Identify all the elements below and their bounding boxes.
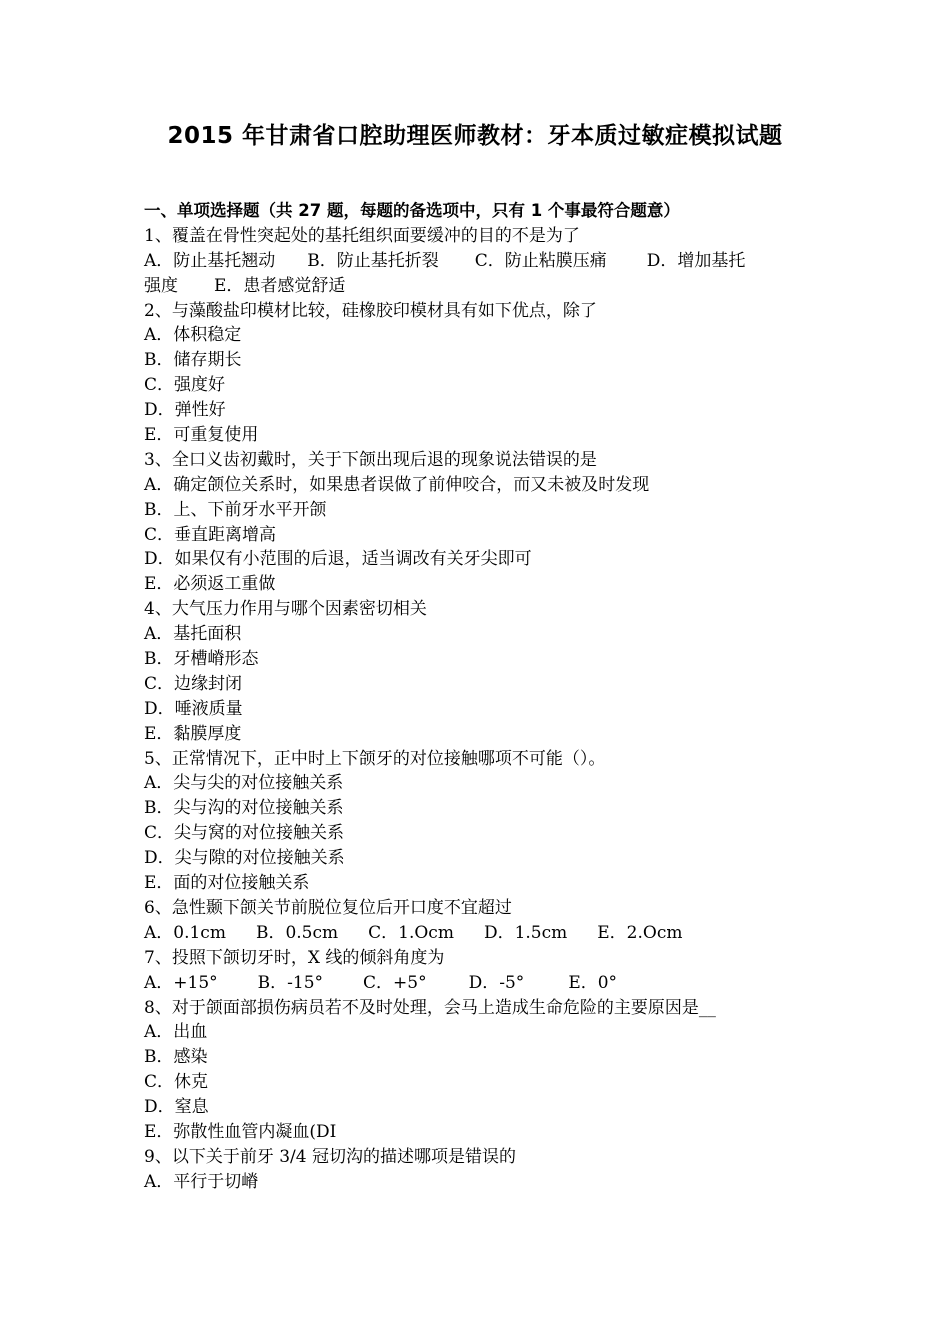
option-e: E．2.Ocm [597,922,683,943]
option-b: B．防止基托折裂 [307,250,439,271]
option-b: B．感染 [144,1047,208,1068]
option-row [144,249,824,274]
option-d: D．窒息 [144,1097,209,1118]
option-e: E．可重复使用 [144,425,259,446]
option-c: C．垂直距离增高 [144,524,277,545]
option-e: E．弥散性血管内凝血(DI [144,1121,337,1142]
option-a: A．基托面积 [144,624,242,645]
option-d: D．增加基托 [646,250,746,271]
question-stem: 5、正常情况下，正中时上下颌牙的对位接触哪项不可能（）。 [144,748,606,769]
option-a: A．平行于切嵴 [144,1171,259,1192]
option-e: E．0° [568,972,618,993]
option-b: B．储存期长 [144,350,242,371]
option-a: A．防止基托翘动 [144,250,276,271]
question-stem: 2、与藻酸盐印模材比较，硅橡胶印模材具有如下优点，除了 [144,300,597,321]
question-stem: 6、急性颞下颌关节前脱位复位后开口度不宜超过 [144,897,512,918]
section-heading: 一、单项选择题（共 27 题，每题的备选项中，只有 1 个事最符合题意） [144,201,680,220]
option-c: C．+5° [363,972,427,993]
option-row [144,921,824,946]
option-b: B．-15° [257,972,324,993]
option-a: A．尖与尖的对位接触关系 [144,773,344,794]
question-stem: 9、以下关于前牙 3/4 冠切沟的描述哪项是错误的 [144,1146,516,1167]
option-d: D．1.5cm [483,922,568,943]
document-title: 2015 年甘肃省口腔助理医师教材：牙本质过敏症模拟试题 [167,123,783,149]
option-d-continued: 强度 [144,275,178,296]
option-e: E．面的对位接触关系 [144,873,310,894]
option-c: C．休克 [144,1072,209,1093]
option-a: A．体积稳定 [144,325,242,346]
option-c: C．强度好 [144,375,226,396]
option-row [144,274,824,299]
option-a: A．出血 [144,1022,208,1043]
option-b: B．牙槽嵴形态 [144,649,259,670]
option-d: D．弹性好 [144,400,226,421]
question-stem: 4、大气压力作用与哪个因素密切相关 [144,599,427,620]
option-d: D．尖与隙的对位接触关系 [144,848,345,869]
option-b: B．上、下前牙水平开颌 [144,499,327,520]
option-row [144,971,824,996]
option-c: C．边缘封闭 [144,673,243,694]
option-c: C．尖与窝的对位接触关系 [144,823,345,844]
option-e: E．必须返工重做 [144,574,276,595]
option-d: D．如果仅有小范围的后退，适当调改有关牙尖即可 [144,549,532,570]
option-b: B．尖与沟的对位接触关系 [144,798,344,819]
option-a: A．0.1cm [144,922,226,943]
option-e: E．患者感觉舒适 [214,275,346,296]
document-body [144,199,824,1195]
option-a: A．+15° [144,972,218,993]
option-c: C．防止粘膜压痛 [474,250,607,271]
question-stem: 8、对于颌面部损伤病员若不及时处理，会马上造成生命危险的主要原因是__ [144,997,716,1018]
option-d: D．-5° [468,972,525,993]
option-e: E．黏膜厚度 [144,723,242,744]
question-stem: 1、覆盖在骨性突起处的基托组织面要缓冲的目的不是为了 [144,225,580,246]
question-stem: 7、投照下颌切牙时，X 线的倾斜角度为 [144,947,445,968]
option-c: C．1.Ocm [368,922,454,943]
option-d: D．唾液质量 [144,698,243,719]
option-b: B．0.5cm [255,922,339,943]
option-a: A．确定颌位关系时，如果患者误做了前伸咬合，而又未被及时发现 [144,474,650,495]
question-stem: 3、全口义齿初戴时，关于下颌出现后退的现象说法错误的是 [144,449,597,470]
